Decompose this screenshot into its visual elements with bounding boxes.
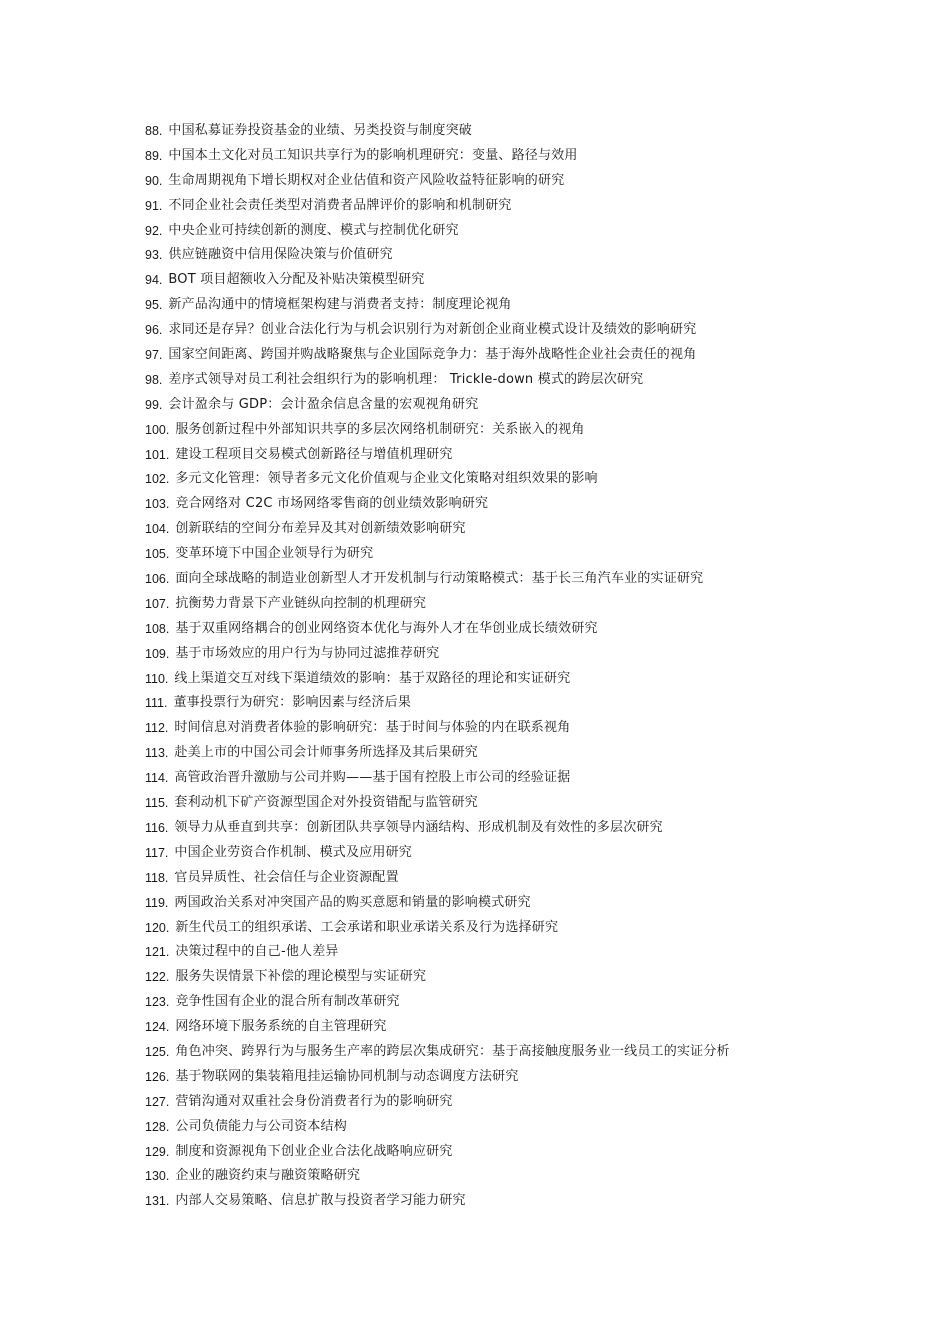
item-number: 98.: [145, 372, 163, 387]
item-number: 97.: [145, 348, 163, 363]
list-item: [145, 1115, 905, 1140]
item-title: 差序式领导对员工利社会组织行为的影响机理： Trickle-down 模式的跨层次研究: [168, 371, 644, 387]
item-number: 127.: [145, 1094, 170, 1109]
list-item: [145, 816, 905, 841]
list-item: [145, 841, 905, 866]
item-title: 官员异质性、社会信任与企业资源配置: [174, 869, 399, 885]
list-item: [145, 1040, 905, 1065]
item-title: 服务创新过程中外部知识共享的多层次网络机制研究：关系嵌入的视角: [175, 421, 585, 437]
item-number: 126.: [145, 1069, 170, 1084]
list-item: [145, 716, 905, 741]
list-item: [145, 1189, 905, 1214]
item-number: 102.: [145, 472, 170, 487]
item-title: 多元文化管理：领导者多元文化价值观与企业文化策略对组织效果的影响: [175, 471, 598, 487]
list-item: [145, 940, 905, 965]
list-item: [145, 891, 905, 916]
item-title: 套利动机下矿产资源型国企对外投资错配与监管研究: [174, 795, 479, 811]
item-title: 领导力从垂直到共享：创新团队共享领导内涵结构、形成机制及有效性的多层次研究: [174, 819, 663, 835]
item-number: 114.: [145, 771, 169, 786]
item-number: 112.: [145, 721, 169, 736]
item-title: 不同企业社会责任类型对消费者品牌评价的影响和机制研究: [168, 197, 512, 213]
item-title: 基于市场效应的用户行为与协同过滤推荐研究: [175, 645, 440, 661]
item-number: 109.: [145, 646, 170, 661]
item-title: 内部人交易策略、信息扩散与投资者学习能力研究: [175, 1193, 466, 1209]
list-item: [145, 418, 905, 443]
list-item: [145, 1140, 905, 1165]
list-item: [145, 667, 905, 692]
item-title: 营销沟通对双重社会身份消费者行为的影响研究: [175, 1093, 453, 1109]
item-number: 117.: [145, 845, 169, 860]
item-title: 创新联结的空间分布差异及其对创新绩效影响研究: [175, 521, 466, 537]
item-title: 决策过程中的自己-他人差异: [175, 944, 339, 960]
item-title: 服务失误情景下补偿的理论模型与实证研究: [175, 969, 427, 985]
item-title: 会计盈余与 GDP：会计盈余信息含量的宏观视角研究: [168, 396, 479, 412]
list-item: [145, 293, 905, 318]
item-number: 99.: [145, 397, 163, 412]
list-item: [145, 766, 905, 791]
list-item: [145, 169, 905, 194]
list-item: [145, 1090, 905, 1115]
item-title: 新生代员工的组织承诺、工会承诺和职业承诺关系及行为选择研究: [175, 919, 559, 935]
research-topic-list: [145, 119, 905, 1214]
list-item: [145, 617, 905, 642]
item-title: 面向全球战略的制造业创新型人才开发机制与行动策略模式：基于长三角汽车业的实证研究: [175, 571, 704, 587]
item-title: 国家空间距离、跨国并购战略聚焦与企业国际竞争力：基于海外战略性企业社会责任的视角: [168, 347, 697, 363]
item-number: 107.: [145, 596, 170, 611]
list-item: [145, 517, 905, 542]
list-item: [145, 492, 905, 517]
item-number: 103.: [145, 497, 170, 512]
item-title: 线上渠道交互对线下渠道绩效的影响：基于双路径的理论和实证研究: [174, 670, 571, 686]
item-title: 中国私募证券投资基金的业绩、另类投资与制度突破: [168, 123, 472, 138]
item-title: 时间信息对消费者体验的影响研究：基于时间与体验的内在联系视角: [174, 720, 571, 736]
item-title: 中央企业可持续创新的测度、模式与控制优化研究: [168, 222, 459, 238]
item-number: 124.: [145, 1020, 170, 1035]
item-title: 建设工程项目交易模式创新路径与增值机理研究: [175, 446, 453, 462]
item-number: 121.: [145, 945, 170, 960]
list-item: [145, 567, 905, 592]
item-number: 90.: [145, 173, 163, 188]
item-number: 111.: [145, 696, 168, 711]
item-title: 公司负债能力与公司资本结构: [175, 1118, 347, 1134]
item-title: 中国本土文化对员工知识共享行为的影响机理研究：变量、路径与效用: [168, 147, 578, 163]
list-item: [145, 741, 905, 766]
item-title: 中国企业劳资合作机制、模式及应用研究: [174, 844, 413, 860]
list-item: [145, 119, 905, 144]
list-item: [145, 542, 905, 567]
item-number: 105.: [145, 547, 170, 562]
list-item: [145, 592, 905, 617]
item-number: 88.: [145, 124, 163, 138]
list-item: [145, 219, 905, 244]
item-title: 高管政治晋升激励与公司并购——基于国有控股上市公司的经验证据: [174, 770, 571, 786]
item-title: 抗衡势力背景下产业链纵向控制的机理研究: [175, 595, 427, 611]
list-item: [145, 243, 905, 268]
item-number: 125.: [145, 1044, 170, 1059]
list-item: [145, 343, 905, 368]
list-item: [145, 318, 905, 343]
item-number: 118.: [145, 870, 169, 885]
list-item: [145, 1015, 905, 1040]
list-item: [145, 965, 905, 990]
item-number: 119.: [145, 895, 169, 910]
list-item: [145, 467, 905, 492]
item-number: 129.: [145, 1144, 170, 1159]
list-item: [145, 791, 905, 816]
item-number: 104.: [145, 522, 170, 537]
item-number: 110.: [145, 671, 169, 686]
list-item: [145, 1065, 905, 1090]
item-number: 89.: [145, 148, 163, 163]
list-item: [145, 866, 905, 891]
list-item: [145, 916, 905, 941]
item-number: 123.: [145, 995, 170, 1010]
item-number: 91.: [145, 198, 163, 213]
item-number: 116.: [145, 820, 169, 835]
item-title: 新产品沟通中的情境框架构建与消费者支持：制度理论视角: [168, 297, 512, 313]
list-item: [145, 393, 905, 418]
item-title: 求同还是存异？创业合法化行为与机会识别行为对新创企业商业模式设计及绩效的影响研究: [168, 322, 697, 338]
list-item: [145, 443, 905, 468]
item-title: 网络环境下服务系统的自主管理研究: [175, 1019, 387, 1035]
item-title: 企业的融资约束与融资策略研究: [175, 1168, 361, 1184]
item-title: 竞合网络对 C2C 市场网络零售商的创业绩效影响研究: [175, 496, 489, 512]
list-item: [145, 194, 905, 219]
item-title: 两国政治关系对冲突国产品的购买意愿和销量的影响模式研究: [174, 894, 531, 910]
item-number: 130.: [145, 1169, 170, 1184]
item-number: 120.: [145, 920, 170, 935]
item-number: 122.: [145, 970, 170, 985]
item-title: 基于物联网的集装箱甩挂运输协同机制与动态调度方法研究: [175, 1068, 519, 1084]
item-number: 101.: [145, 447, 170, 462]
list-item: [145, 691, 905, 716]
item-title: 董事投票行为研究：影响因素与经济后果: [173, 695, 412, 711]
item-number: 92.: [145, 223, 163, 238]
item-number: 96.: [145, 323, 163, 338]
item-title: 制度和资源视角下创业企业合法化战略响应研究: [175, 1143, 453, 1159]
item-number: 95.: [145, 298, 163, 313]
list-item: [145, 144, 905, 169]
list-item: [145, 268, 905, 293]
list-item: [145, 1164, 905, 1189]
item-number: 113.: [145, 746, 169, 761]
item-title: 变革环境下中国企业领导行为研究: [175, 546, 374, 562]
list-item: [145, 368, 905, 393]
item-title: 供应链融资中信用保险决策与价值研究: [168, 247, 393, 263]
item-title: 赴美上市的中国公司会计师事务所选择及其后果研究: [174, 745, 479, 761]
item-number: 94.: [145, 273, 163, 288]
item-title: 生命周期视角下增长期权对企业估值和资产风险收益特征影响的研究: [168, 172, 565, 188]
item-number: 108.: [145, 621, 170, 636]
item-number: 128.: [145, 1119, 170, 1134]
item-number: 93.: [145, 248, 163, 263]
item-number: 115.: [145, 796, 169, 811]
list-item: [145, 642, 905, 667]
item-number: 100.: [145, 422, 170, 437]
item-number: 131.: [145, 1194, 170, 1209]
item-title: 角色冲突、跨界行为与服务生产率的跨层次集成研究：基于高接触度服务业一线员工的实证分析: [175, 1043, 730, 1059]
item-title: BOT 项目超额收入分配及补贴决策模型研究: [168, 272, 425, 288]
list-item: [145, 990, 905, 1015]
item-title: 基于双重网络耦合的创业网络资本优化与海外人才在华创业成长绩效研究: [175, 620, 598, 636]
item-number: 106.: [145, 572, 170, 587]
item-title: 竞争性国有企业的混合所有制改革研究: [175, 994, 400, 1010]
